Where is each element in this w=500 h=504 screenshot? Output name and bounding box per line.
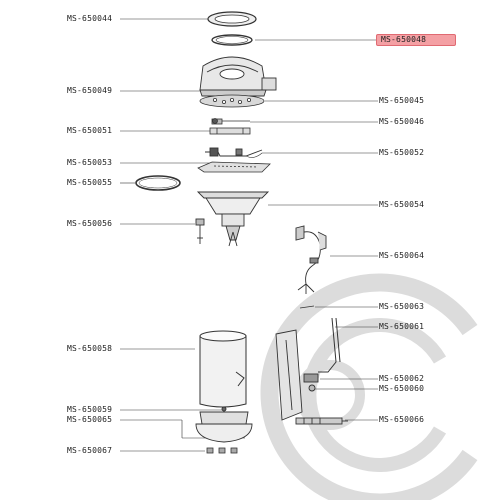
- label-ms-650066: MS-650066: [379, 415, 425, 424]
- label-ms-650051: MS-650051: [67, 126, 113, 135]
- label-ms-650045: MS-650045: [379, 96, 425, 105]
- label-ms-650049: MS-650049: [67, 86, 113, 95]
- part-wire-harness: [205, 148, 262, 157]
- part-gasket: [212, 35, 252, 45]
- label-ms-650065: MS-650065: [67, 415, 113, 424]
- label-ms-650056: MS-650056: [67, 219, 113, 228]
- label-ms-650061: MS-650061: [379, 322, 425, 331]
- part-screw: [196, 219, 204, 244]
- part-heater-bar: [296, 418, 348, 424]
- part-main-body: [200, 331, 246, 407]
- label-ms-650064: MS-650064: [379, 251, 425, 260]
- part-top-ring: [208, 12, 256, 26]
- part-bar: [210, 128, 250, 134]
- part-perforated-plate: [200, 95, 264, 107]
- part-feet: [207, 448, 237, 453]
- label-ms-650052: MS-650052: [379, 148, 425, 157]
- label-ms-650054: MS-650054: [379, 200, 425, 209]
- part-ring-seal: [136, 176, 180, 190]
- label-ms-650055: MS-650055: [67, 178, 113, 187]
- label-ms-650058: MS-650058: [67, 344, 113, 353]
- part-lid: [200, 57, 276, 96]
- part-circuit-board: [198, 162, 270, 172]
- label-ms-650063: MS-650063: [379, 302, 425, 311]
- label-ms-650046: MS-650046: [379, 117, 425, 126]
- label-ms-650044: MS-650044: [67, 14, 113, 23]
- label-ms-650053: MS-650053: [67, 158, 113, 167]
- label-ms-650062: MS-650062: [379, 374, 425, 383]
- label-ms-650059: MS-650059: [67, 405, 113, 414]
- label-ms-650060: MS-650060: [379, 384, 425, 393]
- part-cable-assembly: [296, 226, 326, 294]
- part-base: [196, 407, 252, 442]
- part-housing: [198, 192, 268, 246]
- label-ms-650067: MS-650067: [67, 446, 113, 455]
- label-ms-650048-highlighted[interactable]: MS-650048: [376, 34, 456, 46]
- part-clip: [212, 119, 250, 125]
